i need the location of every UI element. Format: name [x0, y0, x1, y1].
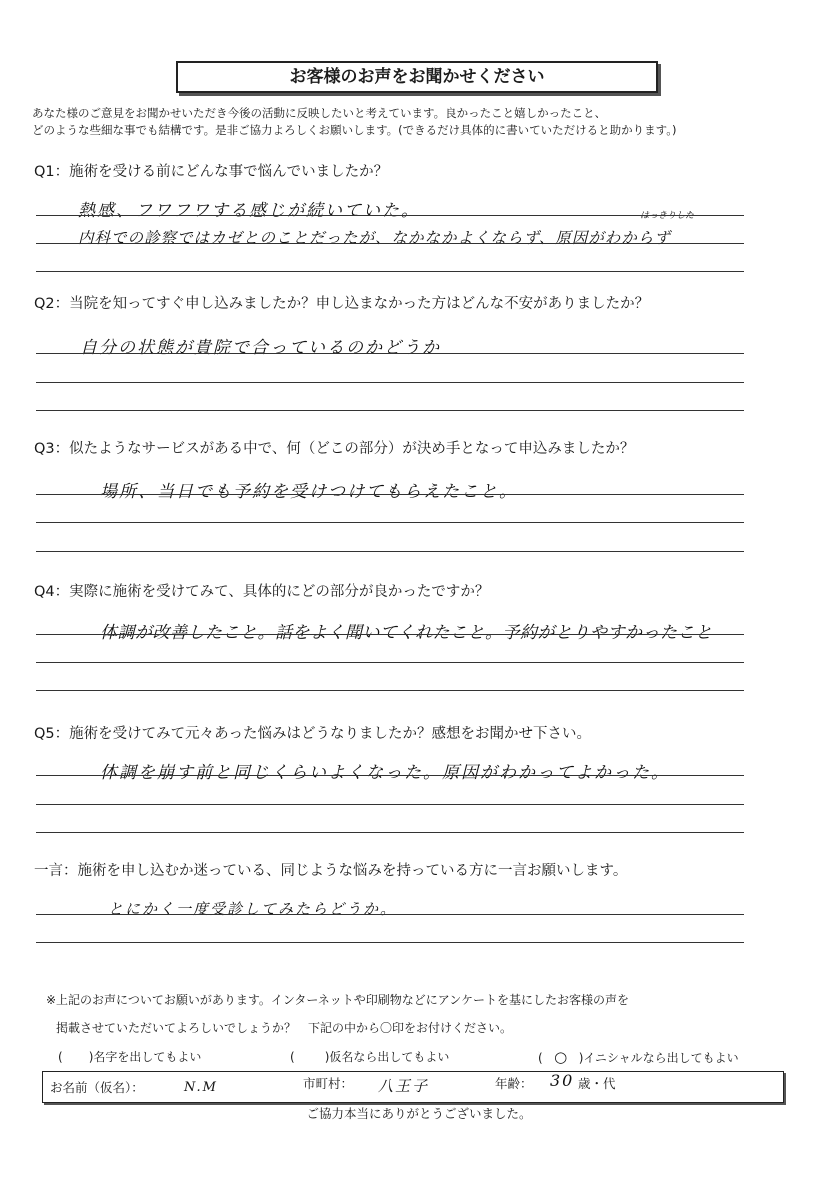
option-pseudonym[interactable] [290, 1048, 449, 1065]
intro-line-2: どのような些細な事でも結構です。是非ご協力よろしくお願いします。(できるだけ具体的に書いていただけると助かります。) [32, 123, 677, 137]
answer-rule [36, 914, 744, 915]
option-label: イニシャルなら出してもよい [583, 1051, 739, 1065]
answer-rule [36, 522, 744, 523]
option-paren: ( [58, 1050, 63, 1064]
answer-3-line-1: 場所、当日でも予約を受けつけてもらえたこと。 [100, 482, 518, 502]
answer-rule [36, 494, 744, 495]
answer-rule [36, 634, 744, 635]
answer-1-line-2: 内科での診察ではカゼとのことだったが、なかなかよくならず、原因がわからず [78, 229, 671, 247]
question-5: Q5：施術を受けてみて元々あった悩みはどうなりましたか？感想をお聞かせ下さい。 [34, 726, 591, 742]
answer-rule [36, 353, 744, 354]
answer-rule [36, 382, 744, 383]
question-2: Q2：当院を知ってすぐ申し込みましたか？申し込まなかった方はどんな不安がありましたか？ [34, 296, 650, 312]
question-1: Q1：施術を受ける前にどんな事で悩んでいましたか？ [34, 164, 389, 180]
option-mark: ○ [554, 1048, 568, 1066]
age-suffix: 歳・代 [578, 1076, 616, 1091]
answer-rule [36, 551, 744, 552]
answer-1-annotation: はっきりした [640, 211, 695, 221]
answer-4-line-1: 体調が改善したこと。話をよく聞いてくれたこと。予約がとりやすかったこと [100, 623, 713, 643]
answer-rule [36, 804, 744, 805]
answer-comment-line-1: とにかく一度受診してみたらどうか。 [108, 900, 398, 918]
answer-rule [36, 690, 744, 691]
answer-rule [36, 215, 744, 216]
option-initials[interactable] [538, 1048, 739, 1066]
answer-rule [36, 942, 744, 943]
option-paren: ) [578, 1051, 584, 1065]
answer-rule [36, 775, 744, 776]
intro-line-1: あなた様のご意見をお聞かせいただき今後の活動に反映したいと考えています。良かったこと嬉しかったこと、 [32, 106, 607, 120]
option-paren: ( [290, 1050, 295, 1064]
city-label: 市町村： [303, 1076, 354, 1091]
age-value: 30 [550, 1071, 575, 1090]
consent-line-1: ※上記のお声についてお願いがあります。インターネットや印刷物などにアンケートを基にしたお客様の声を [46, 993, 630, 1007]
thanks-message: ご協力本当にありがとうございました。 [306, 1106, 532, 1121]
name-label: お名前（仮名）： [50, 1080, 144, 1095]
option-paren: ) [324, 1050, 330, 1064]
answer-rule [36, 243, 744, 244]
question-comment: 一言：施術を申し込むか迷っている、同じような悩みを持っている方に一言お願いします。 [34, 863, 628, 879]
name-value: N.M [184, 1080, 218, 1095]
answer-rule [36, 832, 744, 833]
question-4: Q4：実際に施術を受けてみて、具体的にどの部分が良かったですか？ [34, 584, 490, 600]
answer-2-line-1: 自分の状態が貴院で合っているのかどうか [80, 338, 441, 358]
option-surname[interactable] [58, 1048, 201, 1065]
question-3: Q3：似たようなサービスがある中で、何（どこの部分）が決め手となって申込みましたか？ [34, 441, 635, 457]
option-label: 仮名なら出してもよい [329, 1050, 450, 1064]
option-label: 名字を出してもよい [93, 1050, 202, 1064]
answer-rule [36, 410, 744, 411]
answer-1-line-1: 熱感、フワフワする感じが続いていた。 [78, 201, 420, 221]
answer-rule [36, 662, 744, 663]
option-paren: ) [88, 1050, 94, 1064]
answer-rule [36, 271, 744, 272]
city-value: 八王子 [378, 1077, 430, 1095]
age-label: 年齢： [495, 1076, 533, 1091]
consent-line-2: 掲載させていただいてよろしいでしょうか？ 下記の中から〇印をお付けください。 [56, 1021, 513, 1035]
page-title: お客様のお声をお聞かせください [176, 61, 658, 93]
option-paren: ( [538, 1051, 543, 1065]
answer-5-line-1: 体調を崩す前と同じくらいよくなった。原因がわかってよかった。 [100, 763, 670, 783]
